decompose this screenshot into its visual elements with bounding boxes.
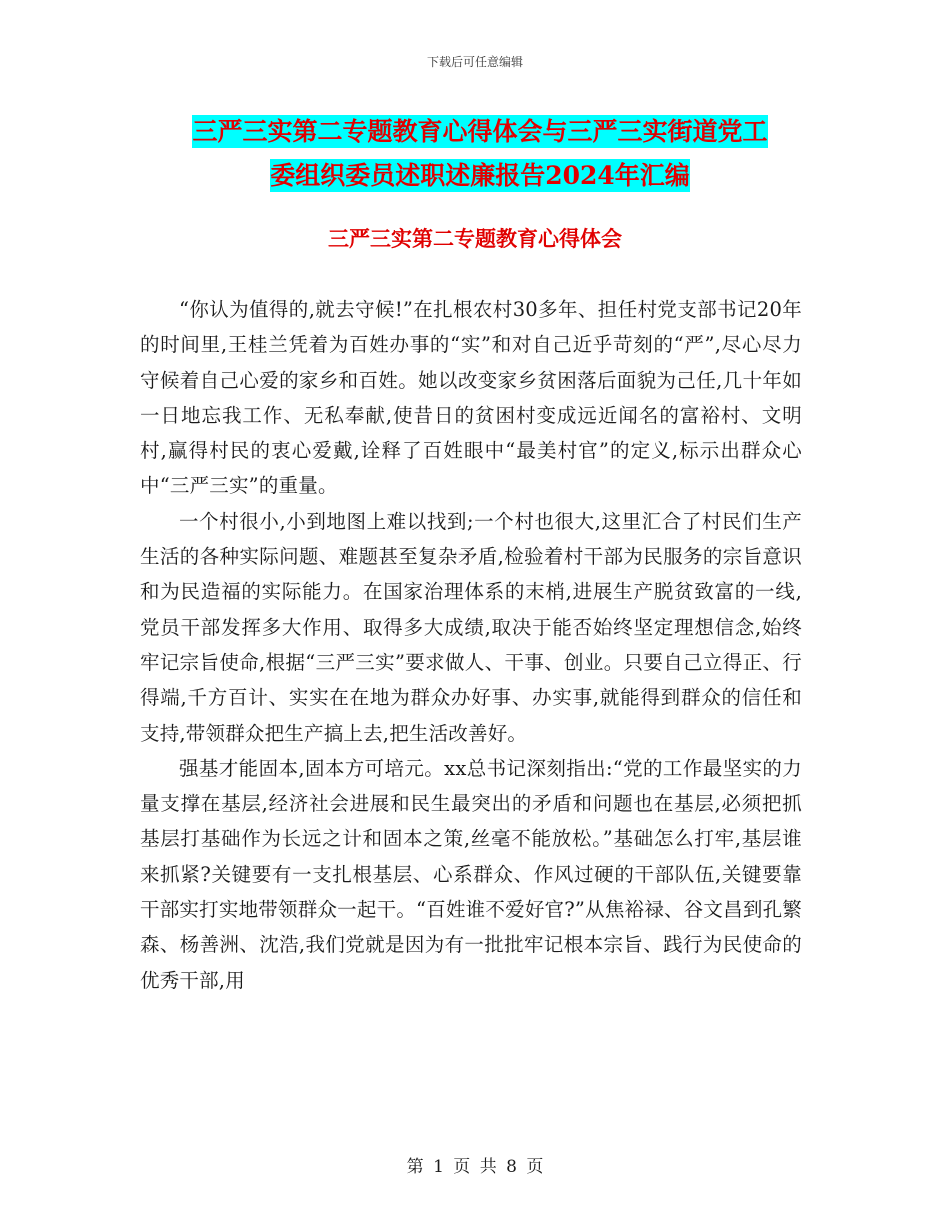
section-title: 三严三实第二专题教育心得体会 <box>328 226 622 251</box>
paragraph-3: 强基才能固本,固本方可培元。xx总书记深刻指出:“党的工作最坚实的力量支撑在基层,经济社会进展和民生最突出的矛盾和问题也在基层,必须把抓基层打基础作为长远之计和固本之策,丝毫不能放松。”基础怎么打牢,基层谁来抓紧?关键要有一支扎根基层、心系群众、作风过硬的干部队伍,关键要靠干部实打实地带领群众一起干。“百姓谁不爱好官?”从焦裕禄、谷文昌到孔繁森、杨善洲、沈浩,我们党就是因为有一批批牢记根本宗旨、践行为民使命的优秀干部,用 <box>140 756 802 992</box>
paragraph-1: “你认为值得的,就去守候!”在扎根农村30多年、担任村党支部书记20年的时间里,王桂兰凭着为百姓办事的“实”和对自己近乎苛刻的“严”,尽心尽力守候着自己心爱的家乡和百姓。她以改变家乡贫困落后面貌为己任,几十年如一日地忘我工作、无私奉献,使昔日的贫困村变成远近闻名的富裕村、文明村,赢得村民的衷心爱戴,诠释了百姓眼中“最美村官”的定义,标示出群众心中“三严三实”的重量。 <box>140 298 802 498</box>
header-note: 下载后可任意编辑 <box>426 55 523 69</box>
document-title-line-2: 委组织委员述职述廉报告2024年汇编 <box>270 161 690 190</box>
paragraph-2: 一个村很小,小到地图上难以找到;一个村也很大,这里汇合了村民们生产生活的各种实际问题、难题甚至复杂矛盾,检验着村干部为民服务的宗旨意识和为民造福的实际能力。在国家治理体系的末梢,进展生产脱贫致富的一线,党员干部发挥多大作用、取得多大成绩,取决于能否始终坚定理想信念,始终牢记宗旨使命,根据“三严三实”要求做人、干事、创业。只要自己立得正、行得端,千方百计、实实在在地为群众办好事、办实事,就能得到群众的信任和支持,带领群众把生产搞上去,把生活改善好。 <box>140 509 802 745</box>
document-title-line-1: 三严三实第二专题教育心得体会与三严三实街道党工 <box>192 117 768 146</box>
body-text <box>140 292 802 998</box>
page-footer: 第 1 页 共 8 页 <box>406 1157 544 1177</box>
document-title <box>150 110 810 198</box>
